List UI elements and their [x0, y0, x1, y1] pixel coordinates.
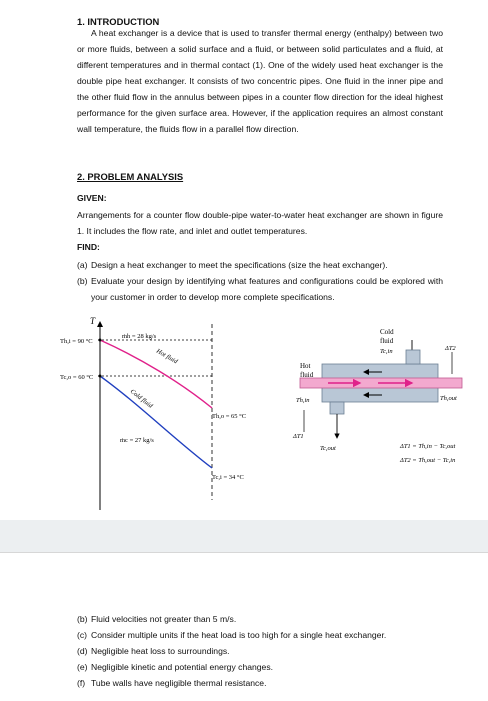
equation-dt2: ΔT2 = Th,out − Tc,in [400, 457, 456, 464]
double-pipe-schematic [292, 328, 462, 464]
cold-fluid-line-2: fluid [380, 337, 394, 345]
hot-inlet-label: Th,i = 90 °C [60, 338, 93, 345]
find-item-marker: (a) [77, 260, 88, 270]
figure-1 [60, 310, 470, 520]
cold-inlet-label: Tc,i = 34 °C [212, 474, 244, 481]
assumption-item [77, 611, 443, 627]
cold-outlet-label: Tc,o = 60 °C [60, 374, 94, 381]
page-gap [0, 520, 488, 552]
tc-out-label: Tc,out [320, 445, 336, 452]
assumption-marker: (b) [77, 614, 88, 624]
cold-fluid-label: Cold fluid [128, 388, 154, 410]
dt1-label: ΔT1 [293, 433, 304, 440]
assumption-marker: (d) [77, 646, 88, 656]
hot-inlet-point [99, 339, 102, 342]
cold-flow-label: ṁc = 27 kg/s [120, 437, 154, 444]
dt2-label: ΔT2 [445, 345, 456, 352]
assumption-text: Tube walls have negligible thermal resistance. [91, 678, 267, 688]
find-item-text: Evaluate your design by identifying what features and configurations could be explored with your customer in order to develop more complete specifications. [91, 276, 443, 302]
assumption-text: Fluid velocities not greater than 5 m/s. [91, 614, 237, 624]
assumption-text: Consider multiple units if the heat load is too high for a single heat exchanger. [91, 630, 387, 640]
temperature-profile-plot [60, 316, 246, 510]
document-page-2 [0, 552, 488, 701]
axis-t-label: T [90, 316, 96, 326]
assumption-item [77, 675, 443, 691]
assumption-marker: (f) [77, 678, 86, 688]
hot-fluid-label: Hot fluid [155, 347, 179, 366]
assumption-text: Negligible heat loss to surroundings. [91, 646, 230, 656]
tc-in-label: Tc,in [380, 348, 393, 355]
problem-heading: 2. PROBLEM ANALYSIS [77, 171, 184, 182]
assumption-item [77, 643, 443, 659]
equation-dt1: ΔT1 = Th,in − Tc,out [400, 443, 456, 450]
th-in-label: Th,in [296, 397, 310, 404]
assumptions-list [77, 611, 443, 691]
find-item-b [77, 273, 443, 305]
hot-fluid-line-2: fluid [300, 371, 314, 379]
cold-outlet-point [99, 375, 102, 378]
find-label: FIND: [77, 242, 100, 252]
hot-flow-label: ṁh = 28 kg/s [122, 333, 157, 340]
introduction-paragraph: A heat exchanger is a device that is used to transfer thermal energy (enthalpy) between two or more fluids, between a solid surface and a fluid, or between solid particulates and a fluid, at different temperatures and in thermal contact (1). One of the widely used heat exchanger is the double pipe heat exchanger. It consists of two concentric pipes. One fluid in the inner pipe and the other fluid flow in the annulus between pipes in a counter flow direction for the ideal highest performance for the given surface area. However, if the application requires an almost constant wall temperature, the fluids flow in a parallel flow direction. [77, 28, 443, 134]
assumption-marker: (e) [77, 662, 88, 672]
assumption-marker: (c) [77, 630, 88, 640]
given-label: GIVEN: [77, 193, 107, 203]
given-text: Arrangements for a counter flow double-pipe water-to-water heat exchanger are shown in figure 1. It includes the flow rate, and inlet and outlet temperatures. [77, 210, 443, 236]
cold-fluid-line-1: Cold [380, 328, 394, 336]
find-list [77, 257, 443, 305]
assumption-text: Negligible kinetic and potential energy changes. [91, 662, 274, 672]
find-item-text: Design a heat exchanger to meet the specifications (size the heat exchanger). [91, 260, 388, 270]
hot-outlet-label: Th,o = 65 °C [212, 413, 247, 420]
assumption-item [77, 659, 443, 675]
cold-inlet-nozzle [406, 350, 420, 364]
hot-fluid-line-1: Hot [300, 362, 311, 370]
th-out-label: Th,out [440, 395, 457, 402]
assumption-item [77, 627, 443, 643]
cold-fluid-curve [100, 376, 212, 468]
find-item-marker: (b) [77, 276, 88, 286]
cold-outlet-nozzle [330, 402, 344, 414]
find-item-a [77, 257, 443, 273]
introduction-heading: 1. INTRODUCTION [77, 16, 160, 27]
